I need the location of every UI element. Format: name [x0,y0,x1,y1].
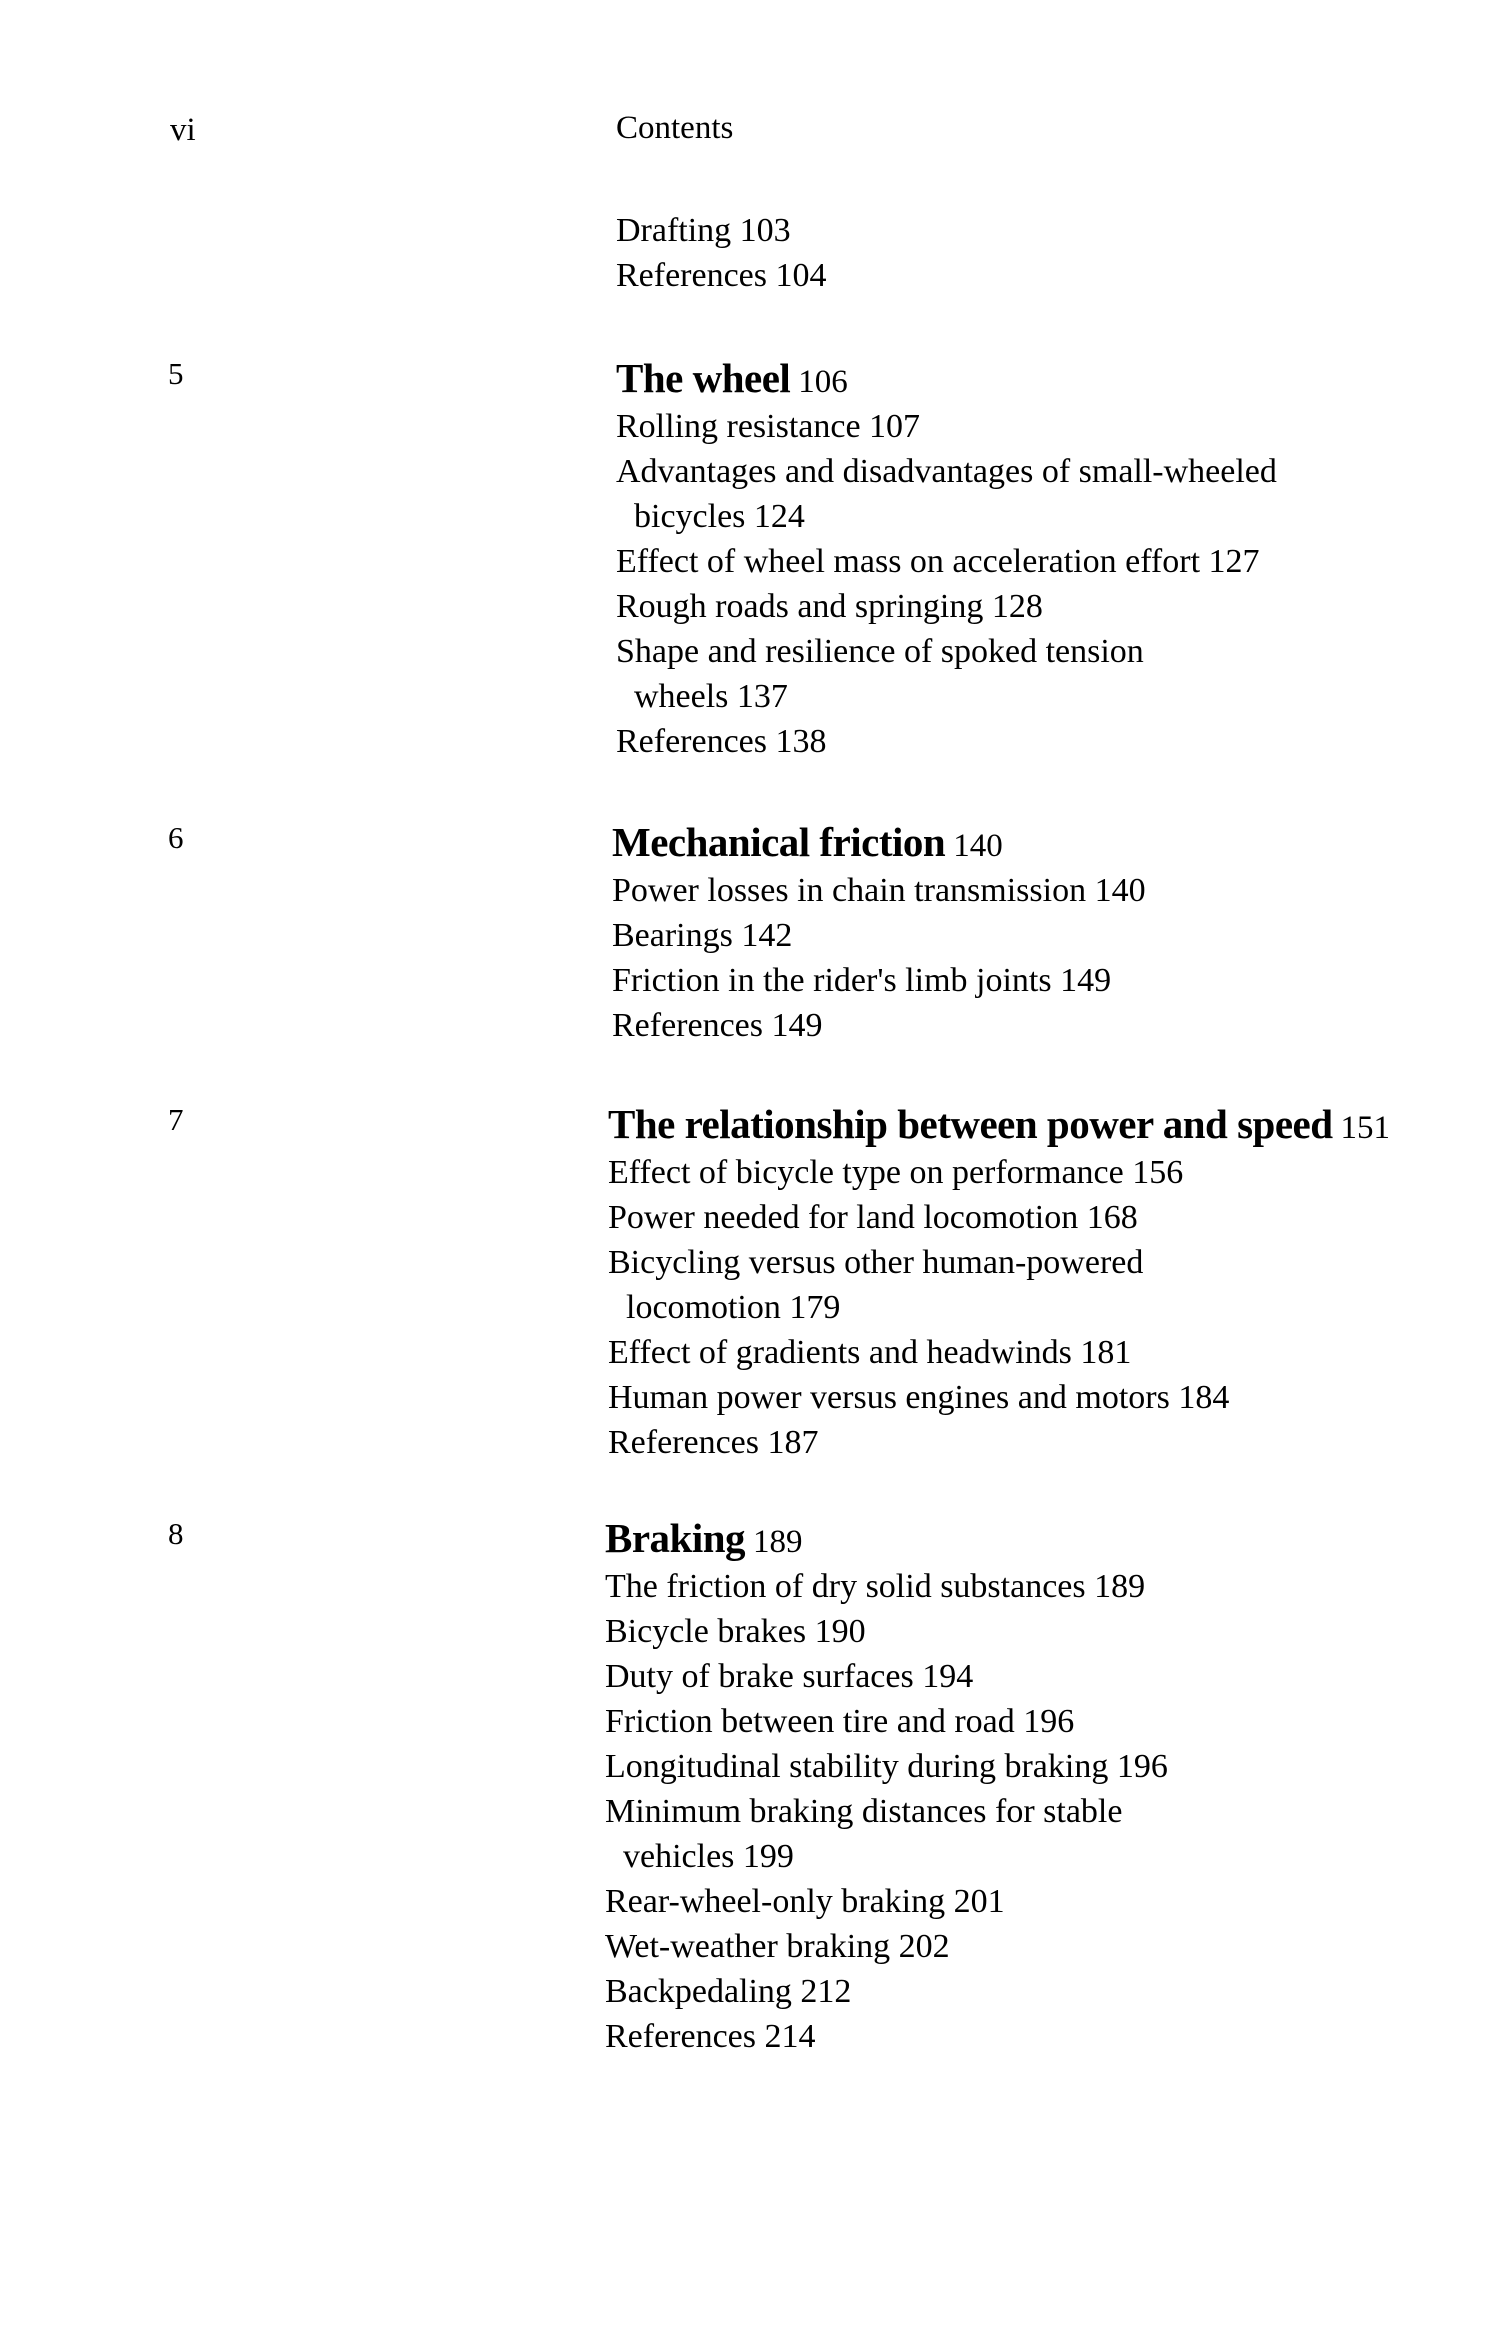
toc-entry [605,1789,1465,1879]
toc-entry-text: Bicycling versus other human-powered [608,1244,1144,1281]
toc-entry: References 187 [608,1424,819,1461]
toc-entry: Longitudinal stability during braking 196 [605,1748,1168,1785]
toc-entry-continuation: wheels 137 [634,678,788,715]
continued-entries [616,208,1476,298]
toc-entry: Bearings 142 [612,917,793,954]
toc-entry: Power losses in chain transmission 140 [612,872,1146,909]
chapter-title-text: The relationship between power and speed [608,1101,1333,1147]
chapter-title [605,1512,1465,1564]
chapter-number: 7 [168,1102,184,1137]
toc-entry: Rear-wheel-only braking 201 [605,1883,1005,1920]
toc-entry: Friction in the rider's limb joints 149 [612,962,1112,999]
toc-entry: Duty of brake surfaces 194 [605,1658,974,1695]
chapter-title-text: Braking [605,1515,746,1561]
chapter-page-number: 106 [798,364,848,400]
toc-entry: Power needed for land locomotion 168 [608,1199,1138,1236]
toc-entry: Rough roads and springing 128 [616,588,1043,625]
chapter-number: 6 [168,820,184,855]
toc-entry [616,449,1476,539]
toc-entry-continuation: vehicles 199 [623,1838,794,1875]
chapter-page-number: 140 [953,828,1003,864]
toc-entry-text: Minimum braking distances for stable [605,1793,1123,1830]
toc-entry: References 104 [616,257,827,294]
toc-entry: Friction between tire and road 196 [605,1703,1075,1740]
toc-entry: Drafting 103 [616,212,791,249]
toc-entry-continuation: locomotion 179 [626,1289,841,1326]
toc-entry: References 149 [612,1007,823,1044]
chapter-title-text: Mechanical friction [612,819,946,865]
toc-entry-text: Shape and resilience of spoked tension [616,633,1144,670]
chapter-page-number: 189 [753,1524,803,1560]
toc-entry: Effect of gradients and headwinds 181 [608,1334,1132,1371]
chapter-number: 8 [168,1516,184,1551]
toc-entry-continuation: bicycles 124 [634,498,805,535]
running-head: Contents [616,110,734,146]
toc-entry [608,1240,1468,1330]
toc-entry: Human power versus engines and motors 184 [608,1379,1230,1416]
toc-entry: Backpedaling 212 [605,1973,852,2010]
chapter-title [608,1098,1468,1150]
toc-entry: References 214 [605,2018,816,2055]
chapter-title [612,816,1472,868]
toc-entry: Rolling resistance 107 [616,408,921,445]
chapter-page-number: 151 [1340,1110,1391,1146]
toc-entry: References 138 [616,723,827,760]
chapter-number: 5 [168,356,184,391]
toc-entry: The friction of dry solid substances 189 [605,1568,1146,1605]
toc-entry: Wet-weather braking 202 [605,1928,950,1965]
chapter-title [616,352,1476,404]
toc-entry: Bicycle brakes 190 [605,1613,866,1650]
chapter-title-text: The wheel [616,355,791,401]
toc-entry [616,629,1476,719]
toc-entry: Effect of wheel mass on acceleration effort 127 [616,543,1260,580]
page-number: vi [170,112,196,148]
toc-entry: Effect of bicycle type on performance 156 [608,1154,1184,1191]
toc-entry-text: Advantages and disadvantages of small-wheeled [616,453,1277,490]
